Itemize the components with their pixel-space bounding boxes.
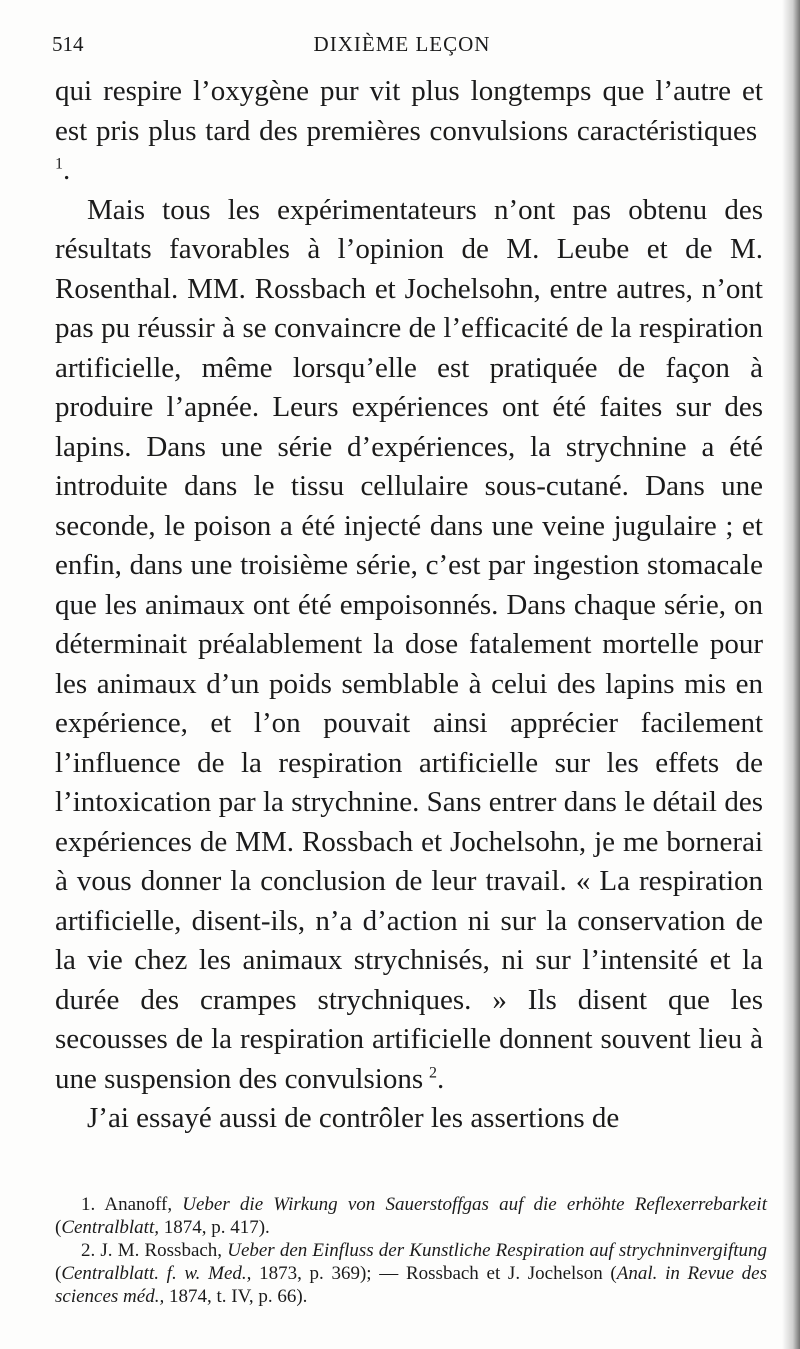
footnote-1-marker: 1. (81, 1194, 96, 1215)
paragraph-1-end: . (63, 154, 71, 186)
footnote-2-source-rest: 1873, p. 369); — Rossbach et J. Jochelson ( (259, 1263, 617, 1284)
footnote-2-source: Centralblatt. f. w. Med., (61, 1263, 252, 1284)
running-head-title: DIXIÈME LEÇON (313, 32, 491, 56)
footnote-2-source-2: Anal. in Revue des sciences méd., (55, 1263, 767, 1307)
paragraph-2 (55, 191, 763, 1100)
paragraph-3 (55, 1099, 763, 1139)
page-binding-shadow (782, 0, 800, 1349)
footnote-1-source-open: ( (55, 1217, 62, 1238)
paragraph-2-end: . (436, 1062, 445, 1095)
running-head (52, 32, 752, 62)
footnote-2-title: Ueber den Einfluss der Kunstliche Respiration auf strychninvergiftung (227, 1240, 768, 1261)
paragraph-2-text: Mais tous les expérimentateurs n’ont pas obtenu des résultats favorables à l’opinion de M. Leube et de M. Rosenthal. MM. Rossbach et Jochelsohn, entre autres, n’ont pas pu réussir à se convaincre de l’efficacité de la respiration artificielle, même lorsqu’elle est pratiquée de façon à produire l’apnée. Leurs expériences ont été faites sur des lapins. Dans une série d’expériences, la strychnine a été introduite dans le tissu cellulaire sous-cutané. Dans une seconde, le poison a été injecté dans une veine jugulaire ; et enfin, dans une troisième série, c’est par ingestion stomacale que les animaux ont été empoisonnés. Dans chaque série, on déterminait préalablement la dose fatalement mortelle pour les animaux d’un poids semblable à celui des lapins mis en expérience, et l’on pouvait ainsi apprécier facilement l’influence de la respiration artificielle sur les effets de l’intoxication par la strychnine. Sans entrer dans le détail des expériences de MM. Rossbach et Jochelsohn, je me bornerai à vous donner la conclusion de leur travail. « La respiration artificielle, disent-ils, n’a d’action ni sur la conservation de la vie chez les animaux strychnisés, ni sur l’intensité et la durée des crampes strychniques. » Ils disent que les secousses de la respiration artificielle donnent souvent lieu à une suspension des convulsions (55, 193, 763, 1095)
page-number: 514 (52, 32, 84, 56)
footnote-ref-1: 1 (55, 155, 63, 173)
footnote-1-source: Centralblatt, (61, 1217, 159, 1238)
paragraph-3-text: J’ai essayé aussi de contrôler les assertions de (87, 1102, 620, 1134)
paragraph-1 (55, 72, 763, 191)
paragraph-1-text: qui respire l’oxygène pur vit plus longtemps que l’autre et est pris plus tard des premières convulsions caractéristiques (55, 75, 763, 147)
footnote-1-author: Ananoff, (104, 1194, 173, 1215)
footnote-1 (55, 1193, 767, 1239)
footnote-1-title: Ueber die Wirkung von Sauerstoffgas auf die erhöhte Reflexerrebarkeit (182, 1194, 767, 1215)
footnote-1-source-rest: 1874, p. 417). (163, 1217, 270, 1238)
footnote-ref-2: 2 (428, 1063, 437, 1081)
footnote-2-author: J. M. Rossbach, (100, 1240, 223, 1261)
footnote-2-source-open: ( (55, 1263, 62, 1284)
main-text (55, 72, 763, 1139)
footnote-2-source-2-rest: 1874, t. IV, p. 66). (168, 1286, 308, 1307)
footnote-2-marker: 2. (81, 1240, 96, 1261)
footnotes (55, 1193, 767, 1308)
footnote-2 (55, 1239, 767, 1308)
